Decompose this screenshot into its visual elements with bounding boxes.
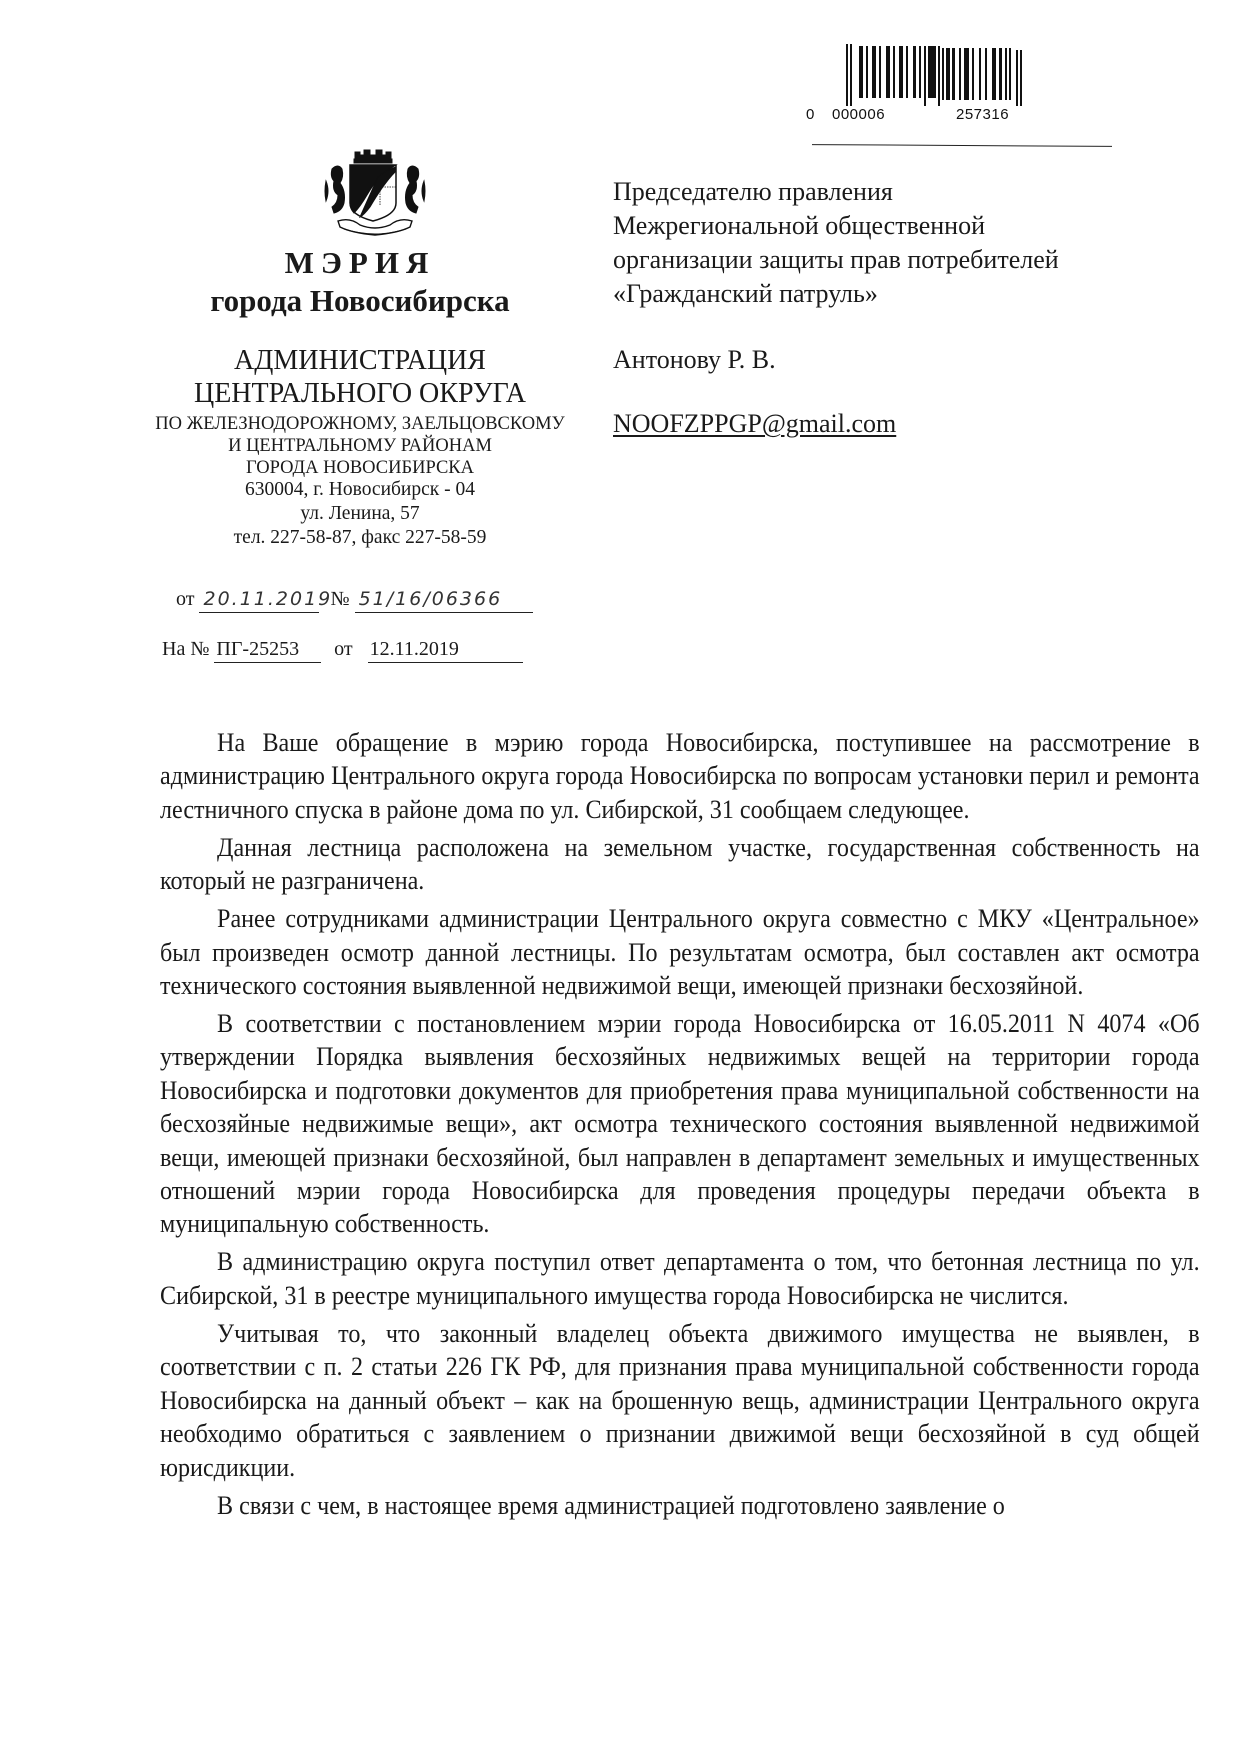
reply-label: На № — [162, 638, 210, 660]
barcode-digits-right: 257316 — [956, 106, 1010, 123]
paragraph: В связи с чем, в настоящее время администрацией подготовлено заявление о — [217, 1490, 1005, 1520]
paragraph: В соответствии с постановлением мэрии города Новосибирска от 16.05.2011 N 4074 «Об утверждении Порядка выявления бесхозяйных недвижимых вещей на территории города Новосибирска и подготовки документов для приобретения права муниципальной собственности на бесхозяйные недвижимые вещи», акт осмотра технического состояния выявленной недвижимой вещи, имеющей признаки бесхозяйной, был направлен в департамент земельных и имущественных отношений мэрии города Новосибирска для проведения процедуры передачи объекта в муниципальную собственность. — [160, 1009, 1200, 1239]
recipient-org-name: «Гражданский патруль» — [613, 279, 878, 308]
paragraph: Учитывая то, что законный владелец объекта движимого имущества не выявлен, в соответствии с п. 2 статьи 226 ГК РФ, для признания права муниципальной собственности города Новосибирска на данный объект – как на брошенную вещь, администрации Центрального округа необходимо обратиться с заявлением о признании движимой вещи бесхозяйной в суд общей юрисдикции. — [160, 1318, 1200, 1482]
mayor-title: МЭРИЯ — [284, 245, 436, 280]
outgoing-registration — [176, 586, 533, 613]
district-subtitle-line3: ГОРОДА НОВОСИБИРСКА — [245, 458, 475, 478]
district-title: ЦЕНТРАЛЬНОГО ОКРУГА — [193, 378, 527, 409]
letter-body — [160, 726, 1200, 1527]
number-label: № — [330, 588, 350, 610]
coat-of-arms-icon — [320, 147, 430, 237]
outgoing-number: 51/16/06366 — [355, 586, 533, 613]
recipient-position: Председателю правления — [613, 177, 893, 206]
outgoing-date: 20.11.2019 — [199, 586, 319, 613]
city-title: города Новосибирска — [210, 283, 510, 318]
paragraph: В администрацию округа поступил ответ департамента о том, что бетонная лестница по ул. Сибирской, 31 в реестре муниципального имущества города Новосибирска не числится. — [160, 1247, 1200, 1310]
paragraph: На Ваше обращение в мэрию города Новосибирска, поступившее на рассмотрение в администрацию Центрального округа города Новосибирска по вопросам установки перил и ремонта лестничного спуска в районе дома по ул. Сибирской, 31 сообщаем следующее. — [160, 728, 1200, 824]
phone-fax: тел. 227-58-87, факс 227-58-59 — [233, 527, 487, 548]
district-subtitle-line1: ПО ЖЕЛЕЗНОДОРОЖНОМУ, ЗАЕЛЬЦОВСКОМУ — [155, 414, 565, 434]
barcode — [806, 44, 1056, 123]
barcode-digits-left: 000006 — [832, 106, 886, 123]
barcode-digit-prefix: 0 — [806, 106, 815, 123]
recipient-name: Антонову Р. В. — [613, 345, 776, 374]
paragraph: Ранее сотрудниками администрации Центрального округа совместно с МКУ «Центральное» был произведен осмотр данной лестницы. По результатам осмотра, был составлен акт осмотра технического состояния выявленной недвижимой вещи, имеющей признаки бесхозяйной. — [160, 904, 1200, 1001]
incoming-number: ПГ-25253 — [214, 636, 321, 663]
address-postal: 630004, г. Новосибирск - 04 — [244, 479, 475, 500]
administration-title: АДМИНИСТРАЦИЯ — [234, 345, 486, 376]
recipient-org-line2: организации защиты прав потребителей — [613, 245, 1059, 274]
paragraph: Данная лестница расположена на земельном участке, государственная собственность на который не разграничена. — [160, 832, 1200, 896]
reply-from-label: от — [334, 638, 353, 660]
recipient-org-line1: Межрегиональной общественной — [613, 211, 985, 240]
from-label: от — [176, 588, 195, 610]
incoming-reference — [162, 636, 523, 663]
barcode-bars — [846, 44, 1056, 106]
incoming-date: 12.11.2019 — [368, 636, 523, 663]
address-street: ул. Ленина, 57 — [300, 503, 420, 524]
district-subtitle-line2: И ЦЕНТРАЛЬНОМУ РАЙОНАМ — [228, 436, 492, 456]
stamp-line — [812, 144, 1112, 147]
recipient-email-link[interactable]: NOOFZPPGP@gmail.com — [613, 409, 897, 438]
